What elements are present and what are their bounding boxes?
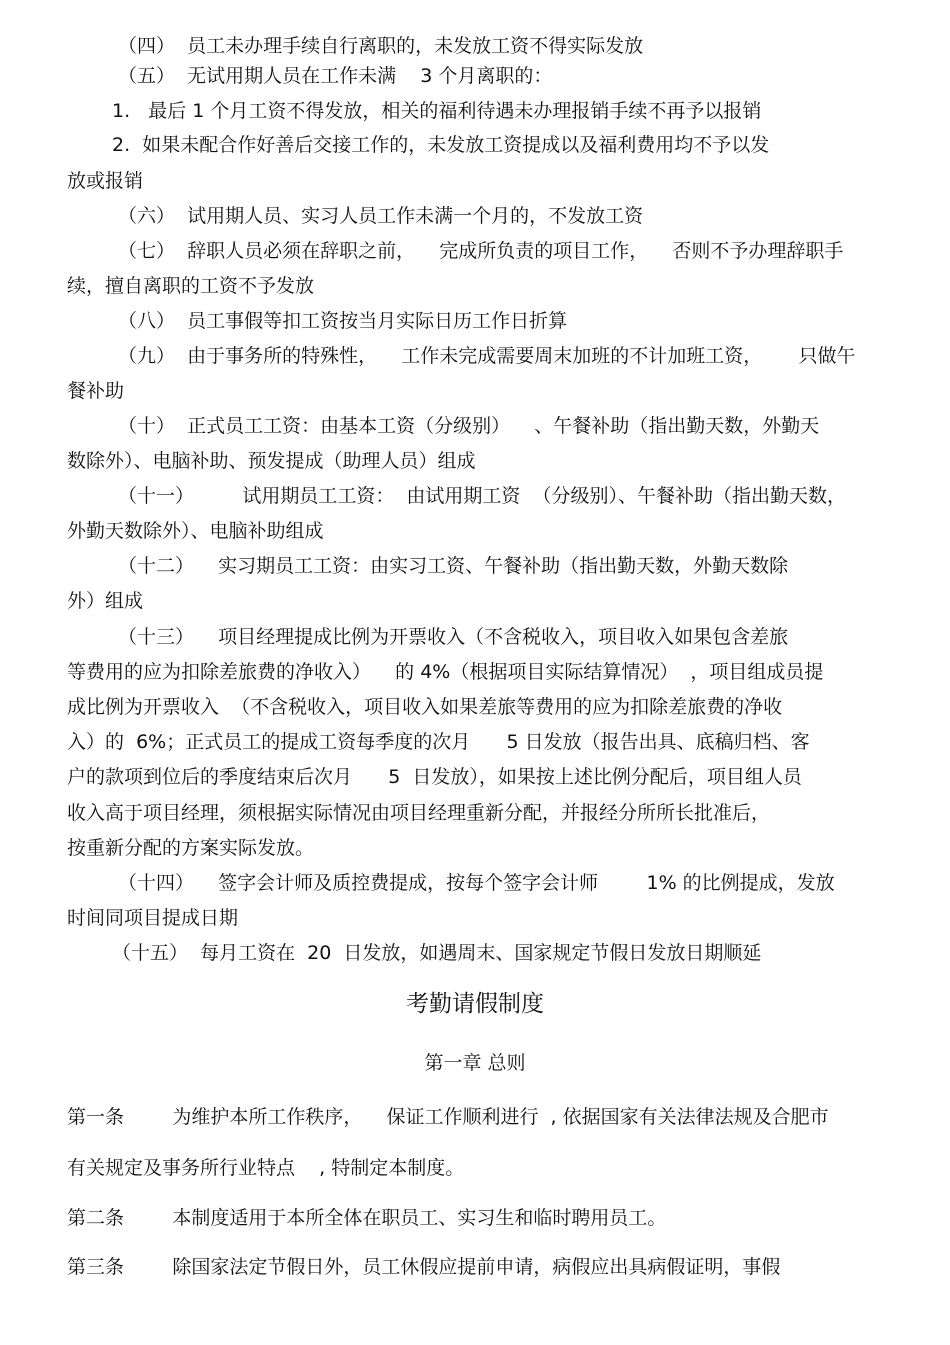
clause-14-cont: 时间同项目提成日期 bbox=[67, 907, 239, 929]
article-2: 第二条 本制度适用于本所全体在职员工、实习生和临时聘用员工。 bbox=[67, 1207, 667, 1229]
section-title: 考勤请假制度 bbox=[406, 991, 544, 1017]
clause-10-cont: 数除外）、电脑补助、预发提成（助理人员）组成 bbox=[67, 450, 476, 472]
clause-9: （九） 由于事务所的特殊性， 工作未完成需要周末加班的不计加班工资， 只做午 bbox=[118, 345, 856, 367]
article-1-cont: 有关规定及事务所行业特点 , 特制定本制度。 bbox=[67, 1157, 465, 1179]
clause-4: （四） 员工未办理手续自行离职的，未发放工资不得实际发放 bbox=[118, 35, 644, 57]
clause-6: （六） 试用期人员、实习人员工作未满一个月的，不发放工资 bbox=[118, 205, 644, 227]
clause-11: （十一） 试用期员工工资： 由试用期工资 （分级别）、午餐补助（指出勤天数， bbox=[118, 485, 846, 507]
clause-5: （五） 无试用期人员在工作未满 3 个月离职的： bbox=[118, 65, 553, 87]
clause-15: （十五） 每月工资在 20 日发放，如遇周末、国家规定节假日发放日期顺延 bbox=[112, 942, 762, 964]
clause-14: （十四） 签字会计师及质控费提成，按每个签字会计师 1% 的比例提成，发放 bbox=[118, 872, 835, 894]
chapter-heading: 第一章 总则 bbox=[424, 1052, 526, 1074]
clause-7-cont: 续，擅自离职的工资不予发放 bbox=[67, 275, 315, 297]
clause-13-line-5: 户的款项到位后的季度结束后次月 5 日发放），如果按上述比例分配后，项目组人员 bbox=[67, 766, 802, 788]
clause-5-item-2-cont: 放或报销 bbox=[67, 170, 144, 192]
article-3: 第三条 除国家法定节假日外，员工休假应提前申请，病假应出具病假证明，事假 bbox=[67, 1256, 781, 1278]
clause-12-cont: 外）组成 bbox=[67, 590, 144, 612]
clause-10: （十） 正式员工工资：由基本工资（分级别） 、午餐补助（指出勤天数，外勤天 bbox=[118, 415, 820, 437]
clause-13-line-6: 收入高于项目经理，须根据实际情况由项目经理重新分配，并报经分所所长批准后， bbox=[67, 802, 771, 824]
clause-13-line-7: 按重新分配的方案实际发放。 bbox=[67, 837, 315, 859]
clause-11-cont: 外勤天数除外）、电脑补助组成 bbox=[67, 520, 324, 542]
clause-13-line-3: 成比例为开票收入 （不含税收入，项目收入如果差旅等费用的应为扣除差旅费的净收 bbox=[67, 696, 783, 718]
article-1: 第一条 为维护本所工作秩序， 保证工作顺利进行 , 依据国家有关法律法规及合肥市 bbox=[67, 1106, 829, 1128]
clause-12: （十二） 实习期员工工资：由实习工资、午餐补助（指出勤天数，外勤天数除 bbox=[118, 555, 789, 577]
clause-5-item-1: 1. 最后 1 个月工资不得发放，相关的福利待遇未办理报销手续不再予以报销 bbox=[112, 100, 762, 122]
clause-9-cont: 餐补助 bbox=[67, 380, 125, 402]
clause-13-line-4: 入）的 6%；正式员工的提成工资每季度的次月 5 日发放（报告出具、底稿归档、客 bbox=[67, 731, 810, 753]
clause-13-line-2: 等费用的应为扣除差旅费的净收入） 的 4%（根据项目实际结算情况） ，项目组成员提 bbox=[67, 661, 824, 683]
clause-8: （八） 员工事假等扣工资按当月实际日历工作日折算 bbox=[118, 310, 568, 332]
clause-5-item-2: 2. 如果未配合作好善后交接工作的，未发放工资提成以及福利费用均不予以发 bbox=[112, 134, 770, 156]
clause-7: （七） 辞职人员必须在辞职之前， 完成所负责的项目工作， 否则不予办理辞职手 bbox=[118, 240, 844, 262]
clause-13: （十三） 项目经理提成比例为开票收入（不含税收入，项目收入如果包含差旅 bbox=[118, 626, 789, 648]
